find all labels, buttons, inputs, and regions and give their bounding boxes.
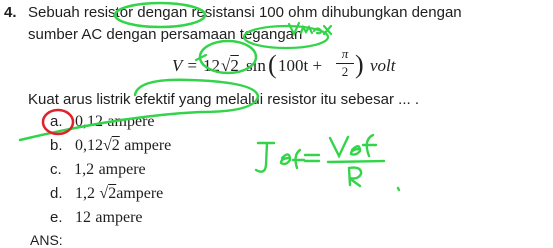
option-d[interactable] — [50, 185, 163, 203]
option-unit: ampere — [98, 161, 146, 178]
sqrt-symbol: √2 — [221, 56, 239, 75]
sqrt-symbol: √2 — [99, 185, 117, 202]
option-value: 12 — [74, 209, 91, 226]
fraction-denominator: 2 — [341, 64, 349, 79]
formula-function: sin — [246, 56, 266, 75]
option-b[interactable] — [50, 137, 171, 155]
question-text-line-3: Kuat arus listrik efektif yang melalui resistor itu sebesar ... . — [28, 91, 419, 108]
formula-lhs: V = — [172, 56, 198, 75]
option-letter: b. — [50, 137, 63, 154]
question-text-line-2: sumber AC dengan persamaan tegangan — [28, 26, 303, 43]
option-value: 1,2 — [74, 161, 95, 178]
option-letter: e. — [50, 209, 63, 226]
option-unit: ampere — [116, 185, 164, 202]
question-text-line-1: Sebuah resistor dengan resistansi 100 ohm dihubungkan dengan — [28, 4, 462, 21]
sqrt-symbol: √2 — [102, 137, 120, 154]
formula-fraction — [336, 46, 354, 80]
option-a[interactable] — [50, 113, 155, 131]
option-unit: ampere — [107, 113, 155, 130]
option-c[interactable] — [50, 161, 146, 179]
formula-unit: volt — [370, 56, 396, 75]
question-number: 4. — [4, 4, 17, 21]
option-letter: d. — [50, 185, 63, 202]
right-paren: ) — [355, 50, 364, 79]
option-value: 1,2 — [74, 185, 95, 202]
option-letter: c. — [50, 161, 62, 178]
handwritten-rms-formula — [256, 135, 399, 190]
option-value: 0,12 — [74, 137, 103, 154]
formula-coefficient-root: 2 — [230, 56, 239, 75]
formula-coefficient: 12 — [203, 56, 220, 75]
option-letter: a. — [50, 113, 63, 130]
left-paren: ( — [268, 50, 277, 79]
option-root: 2 — [108, 185, 117, 202]
answer-label: ANS: — [30, 232, 63, 248]
option-root: 2 — [111, 137, 120, 154]
option-unit: ampere — [124, 137, 172, 154]
formula-argument: 100t + — [278, 56, 323, 75]
option-unit: ampere — [95, 209, 143, 226]
voltage-formula — [0, 44, 553, 88]
option-value: 0,12 — [74, 113, 103, 130]
fraction-numerator: π — [336, 46, 354, 64]
option-e[interactable] — [50, 209, 143, 227]
